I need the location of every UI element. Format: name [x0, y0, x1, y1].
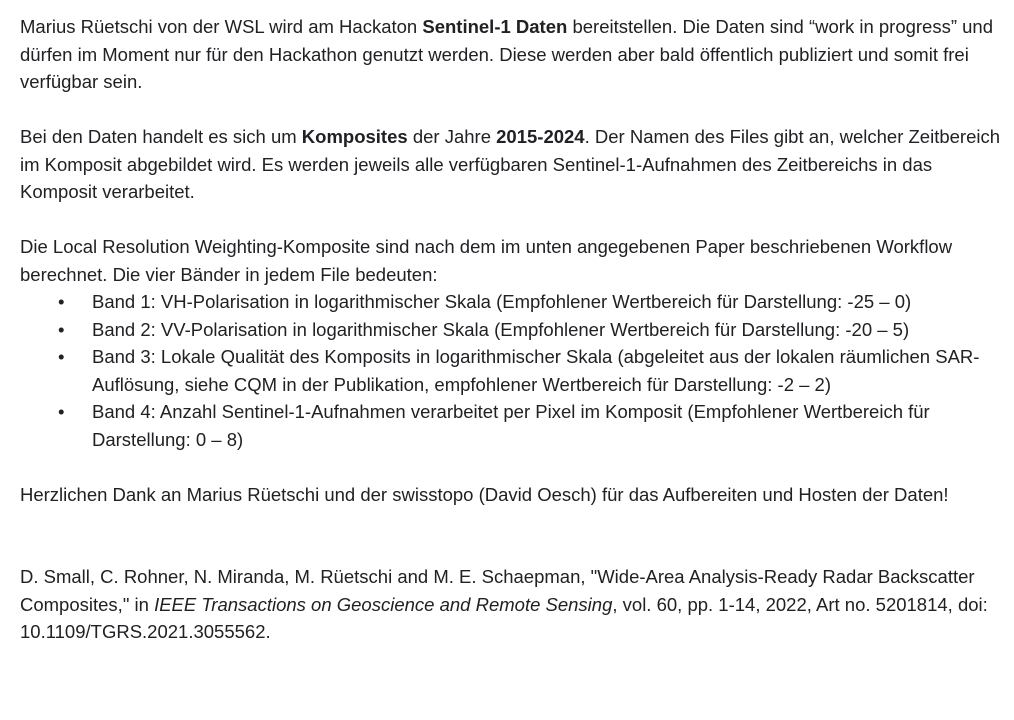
- composites-bold-years: 2015-2024: [496, 126, 585, 147]
- bands-intro-paragraph: Die Local Resolution Weighting-Komposite sind nach dem im unten angegebenen Paper beschriebenen Workflow berechnet. Die vier Bänder in jedem File bedeuten:: [20, 236, 953, 285]
- intro-text-1: Marius Rüetschi von der WSL wird am Hackaton: [20, 16, 423, 37]
- paragraph-spacer: [20, 96, 1014, 124]
- composites-text-3: . Der Namen des Files gibt an, welcher Zeitbereich im Komposit abgebildet wird. Es werden jeweils alle verfügbaren Sentinel-1-Aufnahmen des Zeitbereichs in das Komposit verarbeitet.: [20, 126, 1001, 202]
- reference-authors-title: D. Small, C. Rohner, N. Miranda, M. Rüetschi and M. E. Schaepman, "Wide-Area Analysis-Ready Radar Backscatter Composites," in: [20, 566, 975, 615]
- reference-citation: [20, 563, 1014, 646]
- band-list-item: • Band 1: VH-Polarisation in logarithmischer Skala (Empfohlener Wertbereich für Darstellung: -25 – 0): [92, 288, 1014, 316]
- band-list-item: • Band 4: Anzahl Sentinel-1-Aufnahmen verarbeitet per Pixel im Komposit (Empfohlener Wertbereich für Darstellung: 0 – 8): [92, 398, 1014, 453]
- composites-text-2: der Jahre: [407, 126, 497, 147]
- intro-paragraph: [20, 13, 1014, 96]
- thanks-paragraph: Herzlichen Dank an Marius Rüetschi und der swisstopo (David Oesch) für das Aufbereiten und Hosten der Daten!: [20, 483, 949, 505]
- composites-text-1: Bei den Daten handelt es sich um: [20, 126, 302, 147]
- composites-bold-komposites: Komposites: [301, 126, 408, 147]
- intro-bold-sentinel-data: Sentinel-1 Daten: [422, 16, 568, 37]
- composites-paragraph: [20, 123, 1014, 206]
- paragraph-spacer: [20, 206, 1014, 234]
- reference-journal: IEEE Transactions on Geoscience and Remote Sensing: [154, 593, 613, 615]
- band-list-item: • Band 3: Lokale Qualität des Komposits in logarithmischer Skala (abgeleitet aus der lokalen räumlichen SAR-Auflösung, siehe CQM in der Publikation, empfohlener Wertbereich für Darstellung: -2 – 2): [92, 343, 1014, 398]
- reference-details: , vol. 60, pp. 1-14, 2022, Art no. 5201814, doi: 10.1109/TGRS.2021.3055562.: [20, 593, 988, 642]
- paragraph-spacer: [20, 453, 1014, 481]
- band-list-item: • Band 2: VV-Polarisation in logarithmischer Skala (Empfohlener Wertbereich für Darstellung: -20 – 5): [92, 316, 1014, 344]
- intro-text-2: bereitstellen. Die Daten sind “work in progress” und dürfen im Moment nur für den Hackathon genutzt werden. Diese werden aber bald öffentlich publiziert und somit frei verfügbar sein.: [20, 16, 994, 92]
- bands-list: [20, 288, 1014, 453]
- paragraph-spacer: [20, 508, 1014, 563]
